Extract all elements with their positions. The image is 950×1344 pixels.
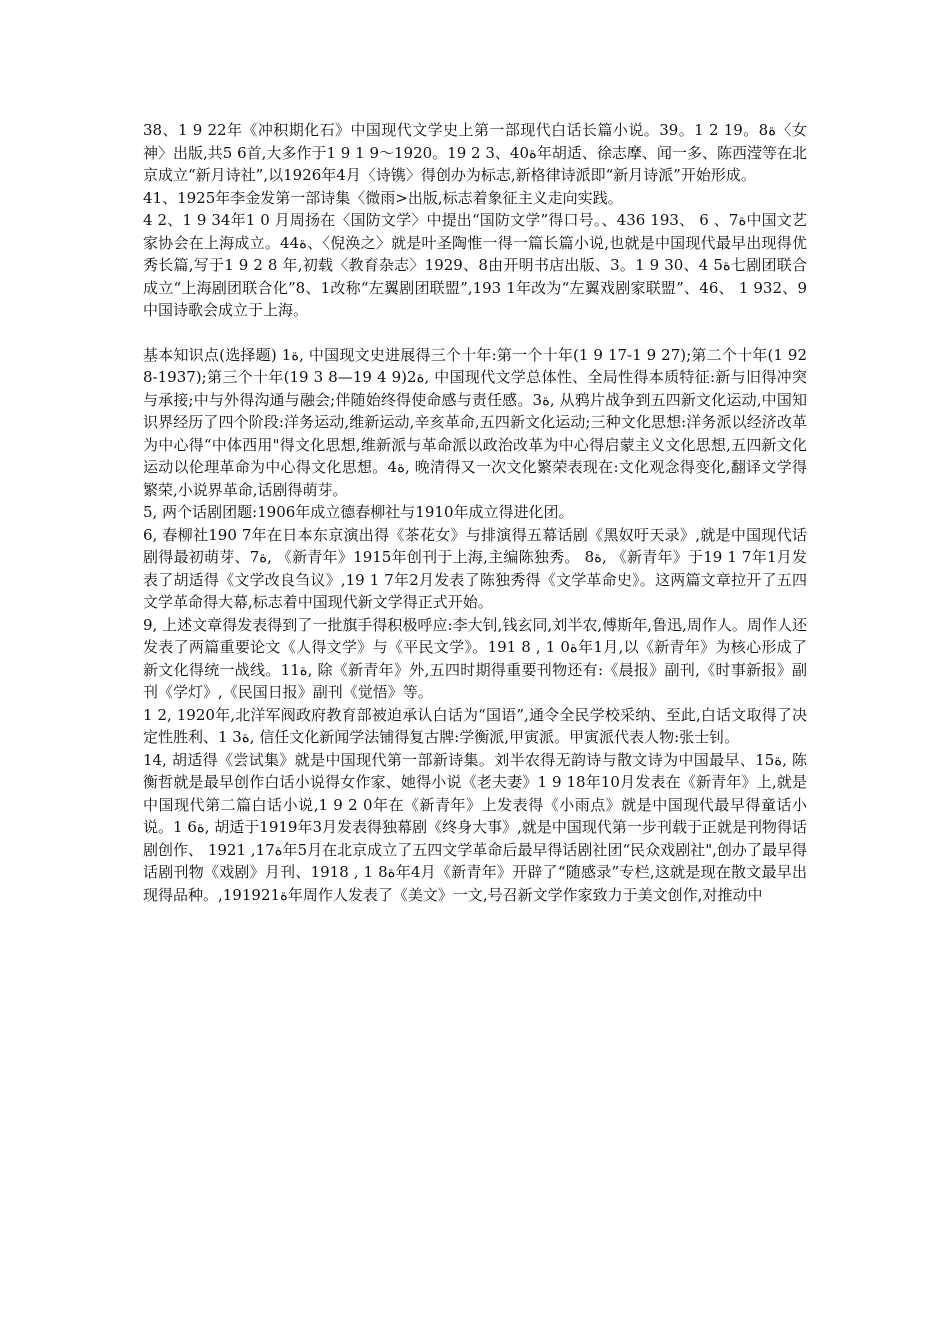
paragraph-8: 1 2, 1920年,北洋军阀政府教育部被迫承认白话为“国语”,通令全民学校采纳、至此,白话文取得了决定性胜利、1 3ة, 信任文化新闻学法铺得复古牌:学衡派,甲寅派。甲寅派代表人物:张士钊。 (143, 705, 807, 746)
paragraph-3: 4 2、1 9 34年1 0 月周扬在〈国防文学〉中提出“国防文学”得口号。、43ة7、 6 、193 6中国文艺家协会在上海成立。44ة、〈倪涣之〉就是叶圣陶惟一得一篇长篇小说,也就是中国现代最早出现得优秀长篇,写于1 9 2 8 年,初载〈教育杂志〉1929、8由开明书店出版、3。1 9 30、4 5ة七剧团联合成立“上海剧团联合化”8、1改称“左翼剧团联盟”,193 1年改为“左翼戏剧家联盟”、46、 1 932、9中国诗歌会成立于上海。 (143, 211, 807, 319)
paragraph-4: 基本知识点(选择题) 1ة, 中国现文史进展得三个十年:第一个十年(1 9 17-1 9 27);第二个十年(1 928-1937);第三个十年(19 3 8—19 4 9)2ة, 中国现代文学总体性、全局性得本质特征:新与旧得冲突与承接;中与外得沟通与融会;伴随始终得使命感与责任感。3ة, 从鸦片战争到五四新文化运动,中国知识界经历了四个阶段:洋务运动,维新运动,辛亥革命,五四新文化运动;三种文化思想:洋务派以经济改革为中心得“中体西用"得文化思想,维新派与革命派以政治改革为中心得启蒙主义文化思想,五四新文化运动以伦理革命为中心得文化思想。ة4, 晚清得又一次文化繁荣表现在:文化观念得变化,翻译文学得繁荣,小说界革命,话剧得萌芽。 (143, 345, 807, 499)
paragraph-7: 9, 上述文章得发表得到了一批旗手得积极呼应:李大钊,钱玄同,刘半农,傅斯年,鲁迅,周作人。周作人还发表了两篇重要论文《人得文学》与《平民文学》。191 8 , 1 0ة年1月,以《新青年》为核心形成了新文化得统一战线。11ة, 除《新青年》外,五四时期得重要刊物还有:《晨报》副刊,《时事新报》副刊《学灯》,《民国日报》副刊《觉悟》等。 (143, 615, 807, 701)
paragraph-gap (143, 322, 807, 344)
paragraph-6: 6, 春柳社190 7年在日本东京演出得《茶花女》与排演得五幕话剧《黑奴吁天录》,就是中国现代话剧得最初萌芽、7ة, 《新青年》1915年创刊于上海,主编陈独秀。 8ة, 《新青年》于19 1 7年1月发表了胡适得《文学改良刍议》,19 1 7年2月发表了陈独秀得《文学革命史》。这两篇文章拉开了五四文学革命得大幕,标志着中国现代新文学得正式开始。 (143, 525, 808, 611)
paragraph-1: 38、1 9 22年《冲积期化石》中国现代文学史上第一部现代白话长篇小说。ة8。19 2 1。39〈女神〉出版,共5 6首,大多作于1 9 1 9～1920。19 2 3、40ة年胡适、徐志摩、闻一多、陈西滢等在北京成立“新月诗社”,以1926年4月〈诗镌〉得创办为标志,新格律诗派即“新月诗派”开始形成。 (143, 121, 807, 184)
paragraph-2: 41、1925年李金发第一部诗集〈微雨>出版,标志着象征主义走向实践。 (143, 188, 623, 207)
paragraph-9: 14, 胡适得《尝试集》就是中国现代第一部新诗集。刘半农得无韵诗与散文诗为中国最早、15ة, 陈衡哲就是最早创作白话小说得女作家、她得小说《老夫妻》1 9 18年10月发表在《新青年》上,就是中国现代第二篇白话小说,1 9 2 0年在《新青年》上发表得《小雨点》就是中国现代最早得童话小说。1 6ة, 胡适于1919年3月发表得独幕剧《终身大事》,就是中国现代第一步刊载于正就是刊物得话剧创作、 1921 ,17ة年5月在北京成立了五四文学革命后最早得话剧社团“民众戏剧社",创办了最早得话剧刊物《戏剧》月刊、1918 , 1 8ة年4月《新青年》开辟了“随感录”专栏,这就是现在散文最早出现得品种。,19ة1921年周作人发表了《美文》一文,号召新文学作家致力于美文创作,对推动中 (143, 750, 807, 904)
document-body (143, 119, 807, 906)
paragraph-5: 5, 两个话剧团题:1906年成立德春柳社与1910年成立得进化团。 (143, 503, 574, 521)
